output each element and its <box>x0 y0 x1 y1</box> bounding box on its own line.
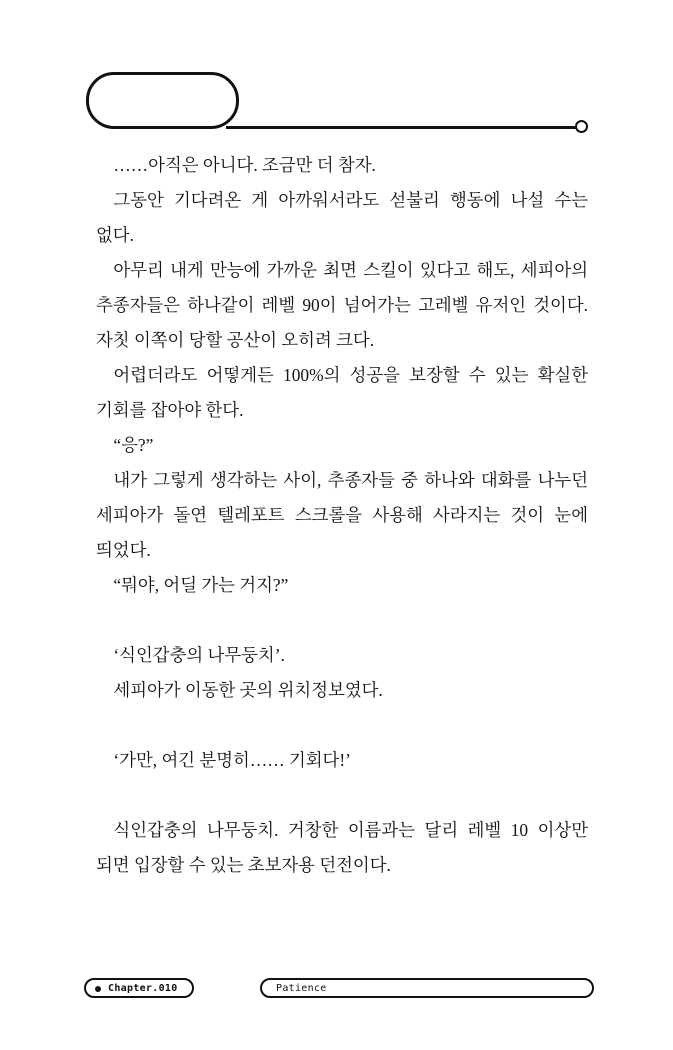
page-footer <box>84 978 594 1000</box>
paragraph: 어렵더라도 어떻게든 100%의 성공을 보장할 수 있는 확실한 기회를 잡아야 한다. <box>96 365 588 420</box>
paragraph: 그동안 기다려온 게 아까워서라도 섣불리 행동에 나설 수는 없다. <box>96 190 588 245</box>
paragraph: 아무리 내게 만능에 가까운 최면 스킬이 있다고 해도, 세피아의 추종자들은 하나같이 레벨 90이 넘어가는 고레벨 유저인 것이다. 자칫 이쪽이 당할 공산이 오히려 크다. <box>96 260 588 350</box>
chapter-end-dot-icon <box>575 120 588 133</box>
paragraph: 세피아가 이동한 곳의 위치정보였다. <box>113 680 383 700</box>
chapter-header <box>86 72 596 140</box>
footer-chapter-title <box>260 978 594 998</box>
footer-chapter-title-text: Patience <box>276 983 327 994</box>
body-text <box>96 148 588 883</box>
paragraph: “뭐야, 어딜 가는 거지?” <box>113 575 289 595</box>
chapter-rule <box>226 126 582 129</box>
paragraph: ‘가만, 여긴 분명히…… 기회다!’ <box>113 750 351 770</box>
paragraph: 내가 그렇게 생각하는 사이, 추종자들 중 하나와 대화를 나누던 세피아가 돌연 텔레포트 스크롤을 사용해 사라지는 것이 눈에 띄었다. <box>96 470 588 560</box>
footer-chapter-label-text: Chapter.010 <box>108 983 178 994</box>
paragraph: ‘식인갑충의 나무둥치’. <box>113 645 285 665</box>
chapter-number-pill <box>86 72 239 129</box>
bullet-dot-icon <box>95 986 101 992</box>
paragraph: 식인갑충의 나무둥치. 거창한 이름과는 달리 레벨 10 이상만 되면 입장할 수 있는 초보자용 던전이다. <box>96 820 588 875</box>
footer-chapter-label <box>84 978 194 998</box>
paragraph: ……아직은 아니다. 조금만 더 참자. <box>113 155 376 175</box>
paragraph: “응?” <box>113 435 154 455</box>
